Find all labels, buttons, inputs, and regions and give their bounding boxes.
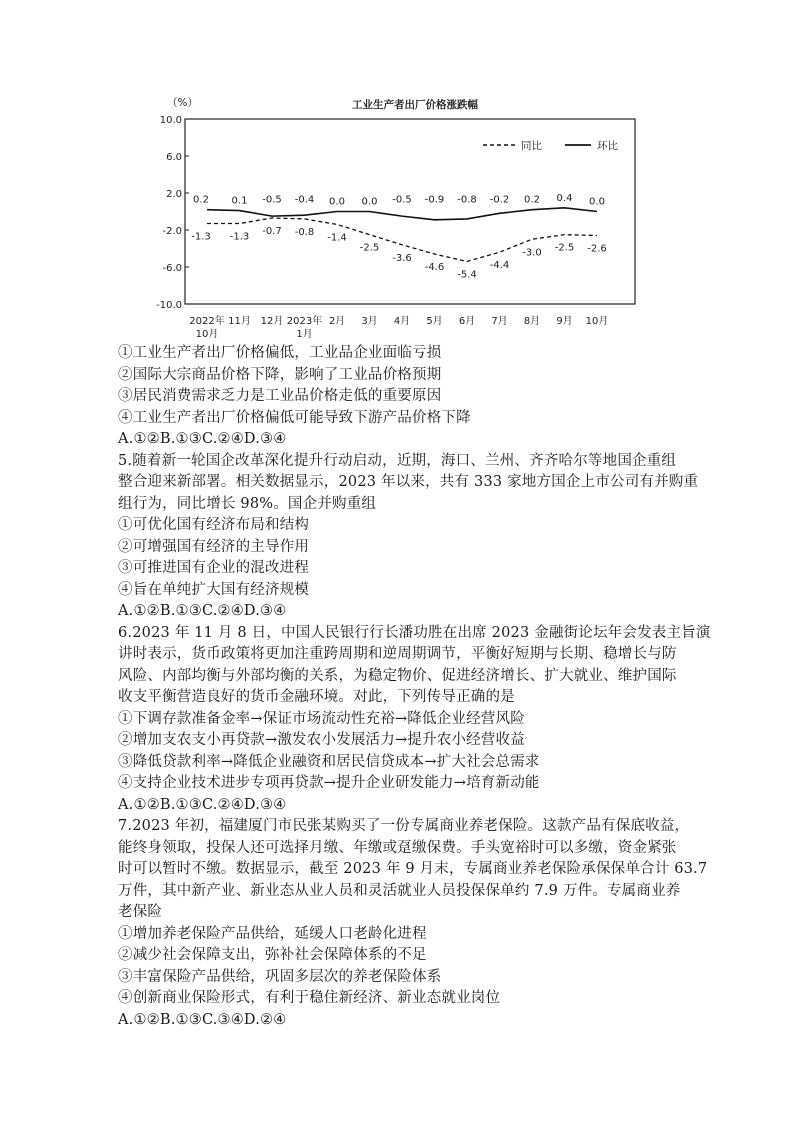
series-mom-line <box>207 208 597 220</box>
option-4: ④旨在单纯扩大国有经济规模 <box>118 581 310 598</box>
yoy-data-label: -3.0 <box>522 247 542 259</box>
mom-data-label: -0.8 <box>457 194 477 206</box>
question-5-line: 整合迎来新部署。相关数据显示，2023 年以来，共有 333 家地方国企上市公司有并购重 <box>118 474 699 490</box>
option-3: ③丰富保险产品供给，巩固多层次的养老保险体系 <box>118 968 442 985</box>
mom-data-label: 0.4 <box>556 192 573 204</box>
yoy-data-label: -3.6 <box>392 252 412 264</box>
mom-data-label: -0.2 <box>489 194 510 206</box>
mom-data-label: -0.9 <box>424 194 445 206</box>
yoy-data-label: -0.7 <box>262 225 282 237</box>
x-tick-label: 12月 <box>260 316 284 327</box>
option-4: ④工业生产者出厂价格偏低可能导致下游产品价格下降 <box>118 409 471 426</box>
mom-data-label: -0.5 <box>392 194 412 206</box>
option-3: ③可推进国有企业的混改进程 <box>118 560 310 576</box>
question-7-line: 万件，其中新产业、新业态从业人员和灵活就业人员投保保单约 7.9 万件。专属商业养 <box>118 882 681 899</box>
answer-choices: A.①②B.①③C.②④D.③④ <box>118 603 287 619</box>
question-6-line: 收支平衡营造良好的货币金融环境。对此，下列传导正确的是 <box>118 689 515 705</box>
x-tick-label: 4月 <box>393 316 411 327</box>
mom-data-label: 0.2 <box>193 194 209 206</box>
x-tick-label: 2023年 <box>286 316 323 327</box>
y-axis-label: （%） <box>167 97 198 109</box>
y-tick-label: -10.0 <box>156 300 182 311</box>
x-tick-label: 6月 <box>458 316 476 327</box>
yoy-data-label: -5.4 <box>457 269 477 281</box>
mom-data-label: 0.0 <box>361 196 378 208</box>
legend-yoy-label: 同比 <box>521 140 542 152</box>
mom-data-label: 0.0 <box>329 196 345 208</box>
x-tick-label: 9月 <box>556 316 573 327</box>
legend-mom-label: 环比 <box>597 140 618 152</box>
y-tick-label: 10.0 <box>159 115 182 126</box>
question-7-line: 7.2023 年初，福建厦门市民张某购买了一份专属商业养老保险。这款产品有保底收益， <box>118 818 690 834</box>
answer-choices: A.①②B.①③C.②④D.③④ <box>118 796 287 813</box>
answer-choices: A.①②B.①③C.③④D.②④ <box>118 1011 287 1028</box>
option-4: ④创新商业保险形式，有利于稳住新经济、新业态就业岗位 <box>118 990 501 1006</box>
x-tick-label: 1月 <box>296 329 313 340</box>
mom-data-label: 0.2 <box>524 194 540 206</box>
option-2: ②可增强国有经济的主导作用 <box>118 538 310 555</box>
x-tick-label: 2022年 <box>189 316 225 327</box>
option-4: ④支持企业技术进步专项再贷款→提升企业研发能力→培育新动能 <box>118 775 540 791</box>
option-1: ①可优化国有经济布局和结构 <box>118 517 310 533</box>
question-6-line: 风险、内部均衡与外部均衡的关系，为稳定物价、促进经济增长、扩大就业、维护国际 <box>118 667 677 684</box>
option-2: ②减少社会保障支出，弥补社会保障体系的不足 <box>118 947 427 963</box>
x-tick-label: 3月 <box>361 316 378 327</box>
question-7-line: 时可以暂时不缴。数据显示，截至 2023 年 9 月末，专属商业养老保险承保保单合计 63.7 <box>118 861 708 877</box>
mom-data-label: 0.0 <box>589 196 605 208</box>
yoy-data-label: -4.4 <box>489 260 510 272</box>
option-1: ①工业生产者出厂价格偏低，工业品企业面临亏损 <box>118 345 442 361</box>
question-6-line: 讲时表示，货币政策将更加注重跨周期和逆周期调节，平衡好短期与长期、稳增长与防 <box>118 646 677 662</box>
mom-data-label: 0.1 <box>231 195 248 207</box>
x-tick-label: 8月 <box>523 316 541 327</box>
y-tick-label: 6.0 <box>166 152 182 163</box>
x-tick-label: 11月 <box>228 316 251 327</box>
y-tick-label: -2.0 <box>162 226 182 237</box>
yoy-data-label: -1.3 <box>229 231 250 243</box>
question-5-line: 5.随着新一轮国企改革深化提升行动启动，近期，海口、兰州、齐齐哈尔等地国企重组 <box>118 452 677 469</box>
question-7-line: 能终身领取，投保人还可选择月缴、年缴或趸缴保费。手头宽裕时可以多缴，资金紧张 <box>118 839 677 856</box>
plot-frame <box>185 119 635 304</box>
y-tick-label: -6.0 <box>162 263 182 274</box>
question-7-line: 老保险 <box>118 904 163 920</box>
x-tick-label: 2月 <box>328 316 346 327</box>
question-text <box>118 343 711 1031</box>
question-5-line: 组行为，同比增长 98%。国企并购重组 <box>118 495 377 512</box>
y-tick-label: 2.0 <box>166 189 182 200</box>
option-2: ②国际大宗商品价格下降，影响了工业品价格预期 <box>118 366 442 383</box>
yoy-data-label: -2.6 <box>587 243 607 255</box>
yoy-data-label: -1.4 <box>327 232 347 244</box>
option-3: ③居民消费需求乏力是工业品价格走低的重要原因 <box>118 388 442 404</box>
x-tick-label: 7月 <box>491 316 508 327</box>
question-6-line: 6.2023 年 11 月 8 日，中国人民银行行长潘功胜在出席 2023 金融街论坛年会发表主旨演 <box>118 624 711 641</box>
option-3: ③降低贷款利率→降低企业融资和居民信贷成本→扩大社会总需求 <box>118 753 540 770</box>
option-1: ①增加养老保险产品供给，延缓人口老龄化进程 <box>118 925 427 942</box>
yoy-data-label: -2.5 <box>359 242 380 254</box>
option-2: ②增加支农支小再贷款→激发农小发展活力→提升农小经营收益 <box>118 732 525 748</box>
x-tick-label: 5月 <box>426 316 443 327</box>
mom-data-label: -0.5 <box>262 194 282 206</box>
yoy-data-label: -1.3 <box>191 231 211 243</box>
yoy-data-label: -4.6 <box>424 262 445 274</box>
x-tick-label: 10月 <box>585 316 609 327</box>
x-tick-label: 10月 <box>195 329 219 340</box>
chart-title: 工业生产者出厂价格涨跌幅 <box>352 99 478 111</box>
answer-choices: A.①②B.①③C.②④D.③④ <box>118 431 287 447</box>
yoy-data-label: -0.8 <box>294 226 315 238</box>
option-1: ①下调存款准备金率→保证市场流动性充裕→降低企业经营风险 <box>118 710 525 727</box>
ppi-chart <box>145 92 645 342</box>
yoy-data-label: -2.5 <box>554 242 575 254</box>
mom-data-label: -0.4 <box>294 194 315 206</box>
